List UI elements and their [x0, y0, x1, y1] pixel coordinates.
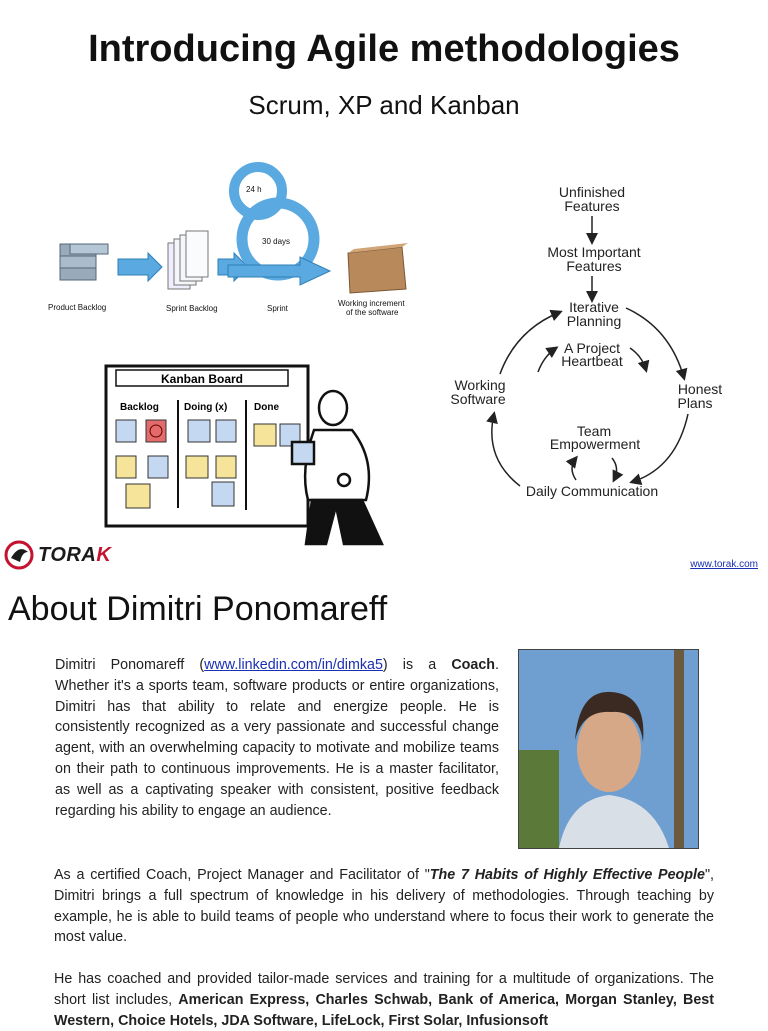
team-empowerment: Team [576, 423, 612, 439]
scrum-diagram [40, 155, 430, 325]
team-empowerment-2: Empowerment [549, 436, 641, 452]
torak-url-link[interactable]: www.torak.com [690, 559, 758, 570]
bio-paragraph-3: He has coached and provided tailor-made services and training for a multitude of organizations. The short list includes, American Express, Charles Schwab, Bank of America, Morgan Stanley, Best Western, Choice Hotels, JDA Software, LifeLock, First Solar, Infusionsoft [54, 971, 714, 1029]
xp-cycle-diagram [440, 178, 740, 508]
page-subtitle: Scrum, XP and Kanban [248, 90, 520, 120]
unfinished-features: Unfinished [558, 184, 626, 200]
kanban-col-doing: Doing (x) [184, 402, 228, 413]
working-software-2: Software [450, 391, 506, 407]
most-important-features: Most Important [547, 244, 641, 260]
project-heartbeat: A Project [563, 340, 621, 356]
iterative-planning-2: Planning [566, 313, 622, 329]
sprint-backlog-icon [168, 231, 208, 289]
iterative-planning: Iterative [569, 299, 619, 315]
kanban-col-done: Done [254, 402, 279, 413]
portrait-photo [518, 649, 699, 849]
unfinished-features-2: Features [564, 198, 620, 214]
most-important-features-2: Features [566, 258, 622, 274]
working-increment-box-icon [348, 243, 408, 293]
label-sprint: Sprint [267, 304, 288, 313]
daily-communication: Daily Communication [525, 483, 659, 499]
torak-emblem-icon [4, 540, 34, 570]
kanban-col-backlog: Backlog [120, 402, 159, 413]
bio-paragraph-2: As a certified Coach, Project Manager and Facilitator of "The 7 Habits of Highly Effective People", Dimitri brings a full spectrum of knowledge in his delivery of methodologies. Through teaching by example, he is able to build teams of people who understand where to focus their work to generate the most value. [54, 867, 714, 946]
honest-plans-2: Plans [677, 395, 713, 411]
torak-wordmark: TORAK [38, 543, 112, 566]
torak-logo [4, 540, 111, 570]
label-working-increment: Working increment [338, 299, 405, 308]
product-backlog-icon [60, 244, 108, 280]
label-product-backlog: Product Backlog [48, 303, 107, 312]
timebox-30days: 30 days [262, 237, 291, 246]
about-heading: About Dimitri Ponomareff [8, 590, 388, 628]
kanban-title: Kanban Board [160, 372, 244, 386]
project-heartbeat-2: Heartbeat [561, 353, 623, 369]
arrow-icon [118, 253, 162, 281]
bio-paragraph-1: Dimitri Ponomareff (www.linkedin.com/in/dimka5) is a Coach. Whether it's a sports team, software products or entire organizations, Dimitri has that ability to relate and energize people. He is consistently recognized as a very passionate and successful change agent, with an overwhelming capacity to motivate and mobilize teams on their path to continuous improvements. He is a master facilitator, as well as a captivating speaker with consistent, positive feedback regarding his ability to engage an audience. [55, 657, 499, 819]
sprint-cycle-icon [228, 167, 330, 285]
timebox-24h: 24 h [246, 185, 262, 194]
linkedin-link[interactable]: www.linkedin.com/in/dimka5 [204, 657, 383, 673]
page-title: Introducing Agile methodologies [88, 28, 680, 70]
label-working-increment-2: of the software [346, 308, 399, 317]
honest-plans: Honest [677, 381, 723, 397]
working-software: Working [454, 377, 506, 393]
label-sprint-backlog: Sprint Backlog [166, 304, 218, 313]
kanban-illustration [100, 360, 400, 555]
